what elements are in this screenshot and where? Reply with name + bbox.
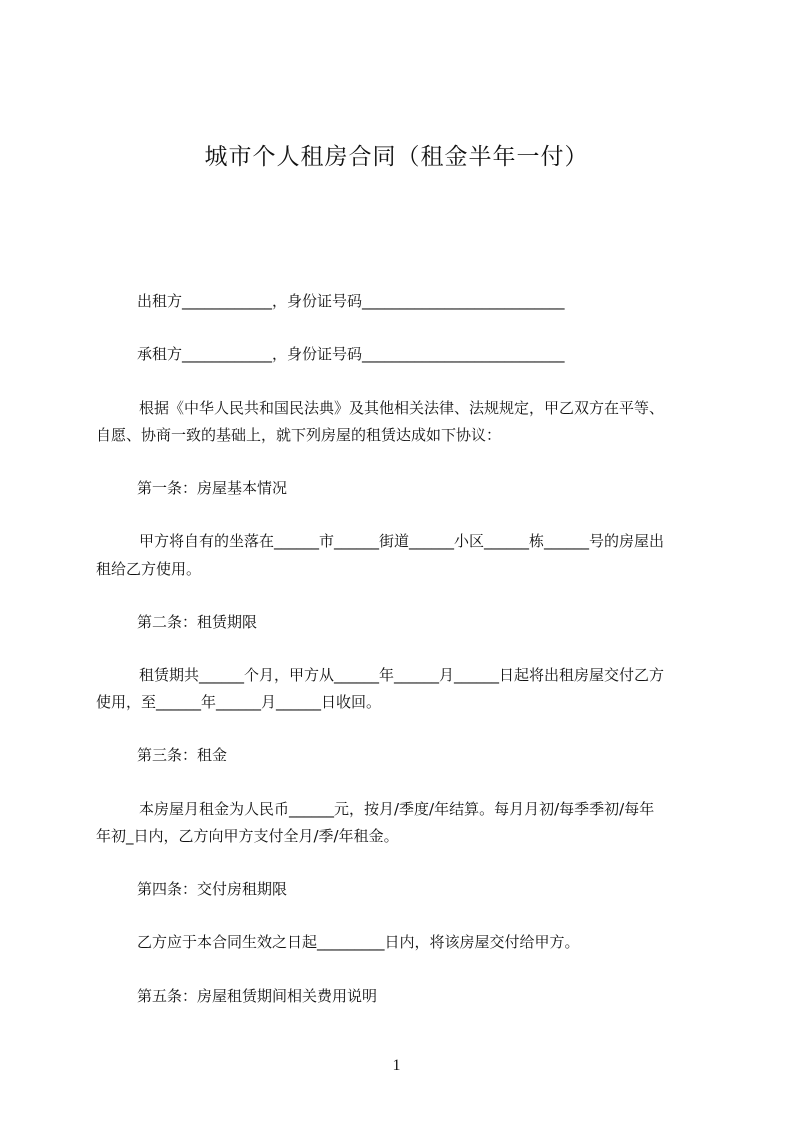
article-4-heading: 第四条：交付房租期限 <box>137 880 288 898</box>
article-2-text-line-1: 租赁期共______个月，甲方从______年______月______日起将出租房屋交付乙方 <box>139 666 665 684</box>
article-1-text-line-2: 租给乙方使用。 <box>96 560 202 578</box>
lessee-line: 承租方____________，身份证号码___________________________ <box>137 345 565 363</box>
article-3-text-line-1: 本房屋月租金为人民币______元，按月/季度/年结算。每月月初/每季季初/每年 <box>139 800 655 818</box>
article-3-text-line-2: 年初_日内，乙方向甲方支付全月/季/年租金。 <box>96 827 399 845</box>
document-title: 城市个人租房合同（租金半年一付） <box>204 144 589 170</box>
article-2-text-line-2: 使用，至______年______月______日收回。 <box>96 693 382 711</box>
preamble-line-1: 根据《中华人民共和国民法典》及其他相关法律、法规规定，甲乙双方在平等、 <box>139 399 665 417</box>
article-4-text: 乙方应于本合同生效之日起_________日内，将该房屋交付给甲方。 <box>137 933 580 951</box>
preamble-line-2: 自愿、协商一致的基础上，就下列房屋的租赁达成如下协议： <box>96 426 502 444</box>
article-2-heading: 第二条：租赁期限 <box>137 613 258 631</box>
article-1-heading: 第一条：房屋基本情况 <box>137 479 288 497</box>
lessor-line: 出租方____________，身份证号码___________________________ <box>137 292 565 310</box>
page-number: 1 <box>392 1057 401 1074</box>
article-1-text-line-1: 甲方将自有的坐落在______市______街道______小区______栋______号的房屋出 <box>139 532 665 550</box>
article-5-heading: 第五条：房屋租赁期间相关费用说明 <box>137 987 378 1005</box>
article-3-heading: 第三条：租金 <box>137 746 228 764</box>
